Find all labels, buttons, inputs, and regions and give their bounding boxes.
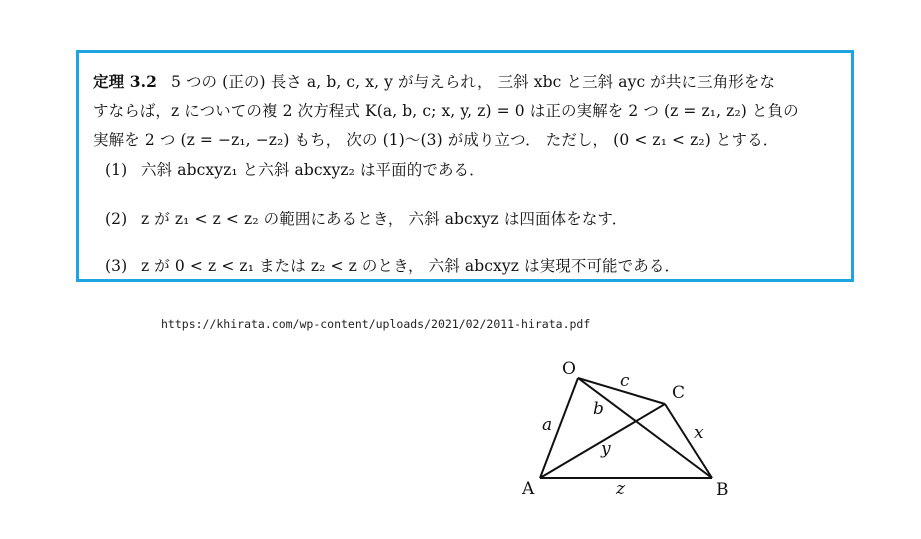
theorem-line-2: すならば，z についての複 2 次方程式 K(a, b, c; x, y, z) = 0 は正の実解を 2 つ (z = z₁, z₂) と負の xyxy=(93,102,799,120)
theorem-line-1 xyxy=(93,70,775,92)
source-url[interactable]: https://khirata.com/wp-content/uploads/2021/02/2011-hirata.pdf xyxy=(161,317,591,331)
edge-y-label: y xyxy=(601,439,611,459)
vertex-B-label: B xyxy=(716,480,729,500)
vertex-A-label: A xyxy=(522,479,535,499)
edge-c-label: c xyxy=(620,371,630,391)
vertex-O-label: O xyxy=(562,359,576,379)
item-number: (1) xyxy=(105,161,128,179)
theorem-text-1: 5 つの (正の) 長さ a, b, c, x, y が与えられ， 三斜 xbc と三斜 ayc が共に三角形をな xyxy=(170,73,776,91)
edge-a-label: a xyxy=(542,415,553,435)
edge-OB xyxy=(578,378,712,478)
edge-x-label: x xyxy=(694,423,704,443)
theorem-item-1 xyxy=(105,158,485,180)
item-number: (2) xyxy=(105,210,128,228)
item-number: (3) xyxy=(105,257,128,275)
theorem-box xyxy=(76,50,854,282)
edge-z-label: z xyxy=(616,479,625,499)
vertex-C-label: C xyxy=(672,383,686,403)
theorem-item-2 xyxy=(105,207,627,229)
item-text: z が z₁ < z < z₂ の範囲にあるとき， 六斜 abcxyz は四面体をなす． xyxy=(141,210,628,228)
item-text: z が 0 < z < z₁ または z₂ < z のとき， 六斜 abcxyz は実現不可能である． xyxy=(141,257,681,275)
edge-b-label: b xyxy=(593,399,604,419)
tetrahedron-figure xyxy=(500,350,750,510)
item-text: 六斜 abcxyz₁ と六斜 abcxyz₂ は平面的である． xyxy=(141,161,485,179)
theorem-item-3 xyxy=(105,254,680,276)
theorem-line-3: 実解を 2 つ (z = −z₁, −z₂) もち， 次の (1)〜(3) が成り立つ． ただし， (0 < z₁ < z₂) とする． xyxy=(93,131,779,149)
edge-CB xyxy=(665,404,712,478)
theorem-label: 定理 3.2 xyxy=(93,72,157,91)
